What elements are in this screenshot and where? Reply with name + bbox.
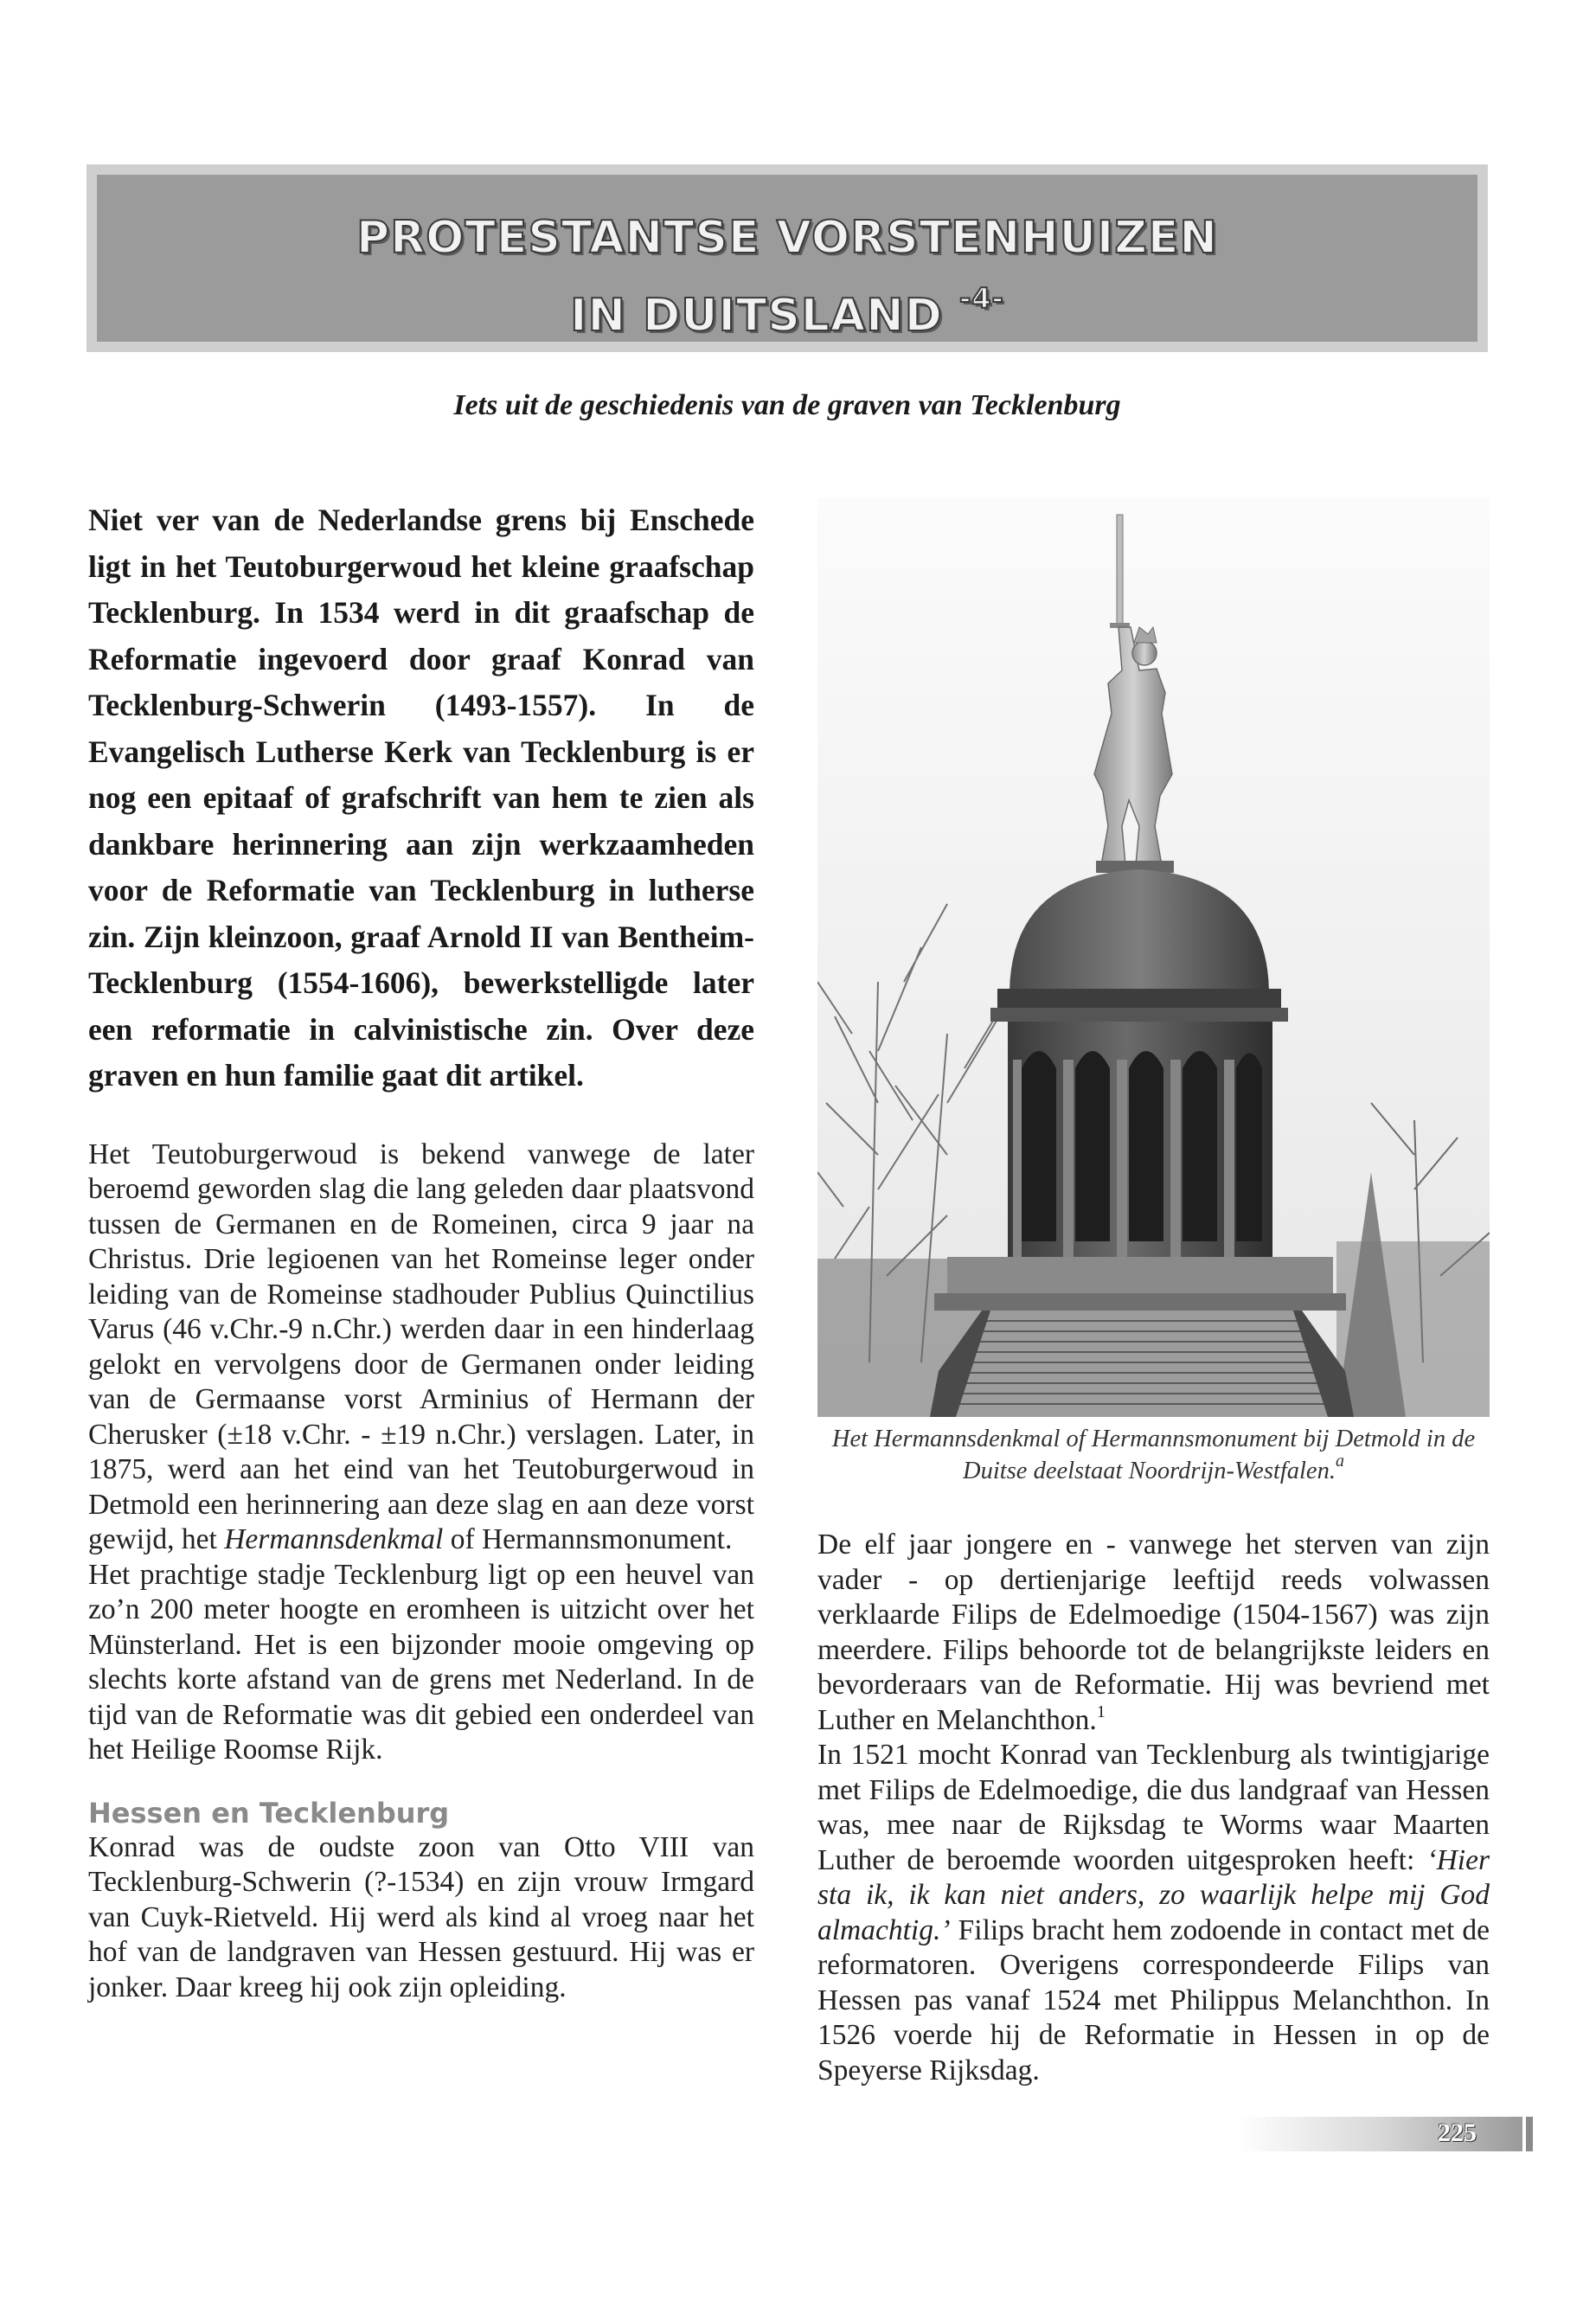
monument-photo [817, 497, 1490, 1417]
para1-end: of Hermannsmonument. [450, 1523, 733, 1555]
title-banner [87, 164, 1488, 352]
caption-text: Het Hermannsdenkmal of Hermannsmonument bij Detmold in de Duitse deelstaat Noordrijn-Westfalen. [831, 1426, 1476, 1484]
right-paragraph-1 [817, 1528, 1490, 1738]
left-column [88, 497, 754, 2005]
title-line-2: IN DUITSLAND [570, 290, 943, 342]
page-number-bar-end [1526, 2117, 1533, 2151]
photo-caption [817, 1423, 1490, 1487]
page-number: 225 [1438, 2118, 1477, 2147]
right-column [817, 1528, 1490, 2088]
right-paragraph-2 [817, 1738, 1490, 2088]
title-part-number: -4- [958, 282, 1004, 315]
para1-italic: Hermannsdenkmal [224, 1523, 444, 1555]
title-line-1: PROTESTANTSE VORSTENHUIZEN [356, 212, 1218, 264]
para1-text: Het Teutoburgerwoud is bekend vanwege de later beroemd geworden slag die lang geleden daar plaatsvond tussen de Germanen en de Romeinen, circa 9 jaar na Christus. Drie legioenen van het Romeinse leger onder leiding van de Romeinse stadhouder Publius Quinctilius Varus (46 v.Chr.-9 n.Chr.) werden daar in een hinderlaag gelokt en vervolgens door de Germanen onder leiding van de Germaanse vorst Arminius of Hermann der Cherusker (±18 v.Chr. - ±19 n.Chr.) verslagen. Later, in 1875, werd aan het eind van het Teutoburgerwoud in Detmold een herinnering aan deze slag en aan deze vorst gewijd, het [88, 1138, 754, 1555]
right-para2-end: Filips bracht hem zodoende in contact met de reformatoren. Overigens correspondeerde Filips van Hessen pas vanaf 1524 met Philippus Melanchthon. In 1526 voerde hij de Reformatie in Hessen in op de Speyerse Rijksdag. [817, 1913, 1490, 2086]
footnote-1-marker: 1 [1096, 1702, 1106, 1721]
title-banner-inner [97, 175, 1477, 342]
right-para1-text: De elf jaar jongere en - vanwege het sterven van zijn vader - op dertienjarige leeftijd reeds volwassen verklaarde Filips de Edelmoedige (1504-1567) was zijn meerdere. Filips behoorde tot de belangrijkste leiders en bevorderaars van de Reformatie. Hij was bevriend met Luther en Melanchthon. [817, 1529, 1490, 1736]
caption-marker: a [1335, 1452, 1344, 1471]
luther-quote: ‘Hier sta ik, ik kan niet anders, zo waarlijk helpe mij God almachtig.’ [817, 1843, 1490, 1946]
body-paragraph-1 [88, 1138, 754, 1558]
body-paragraph-3: Konrad was de oudste zoon van Otto VIII van Tecklenburg-Schwerin (?-1534) en zijn vrouw Irmgard van Cuyk-Rietveld. Hij werd als kind al vroeg naar het hof van de landgraven van Hessen gestuurd. Hij was er jonker. Daar kreeg hij ook zijn opleiding. [88, 1830, 754, 2003]
hermannsdenkmal-illustration [817, 497, 1490, 1417]
right-para2-text: In 1521 mocht Konrad van Tecklenburg als twintigjarige met Filips de Edelmoedige, die dus landgraaf van Hessen was, mee naar de Rijksdag te Worms waar Maarten Luther de beroemde woorden uitgesproken heeft: [817, 1739, 1490, 1876]
section-heading: Hessen en Tecklenburg [88, 1796, 450, 1830]
page-title [97, 208, 1477, 346]
body-paragraph-2: Het prachtige stadje Tecklenburg ligt op een heuvel van zo’n 200 meter hoogte en eromheen is uitzicht over het Münsterland. Het is een bijzonder mooie omgeving op slechts korte afstand van de grens met Nederland. In de tijd van de Reformatie was dit gebied een onderdeel van het Heilige Roomse Rijk. [88, 1558, 754, 1766]
subtitle: Iets uit de geschiedenis van de graven van Tecklenburg [453, 389, 1121, 421]
intro-paragraph: Niet ver van de Nederlandse grens bij Enschede ligt in het Teutoburgerwoud het kleine graafschap Tecklenburg. In 1534 werd in dit graafschap de Reformatie ingevoerd door graaf Konrad van Tecklenburg-Schwerin (1493-1557). In de Evangelisch Lutherse Kerk van Tecklenburg is er nog een epitaaf of grafschrift van hem te zien als dankbare herinnering aan zijn werkzaamheden voor de Reformatie van Tecklenburg in lutherse zin. Zijn kleinzoon, graaf Arnold II van Bentheim-Tecklenburg (1554-1606), bewerkstelligde later een reformatie in calvinistische zin. Over deze graven en hun familie gaat dit artikel. [88, 503, 754, 1093]
